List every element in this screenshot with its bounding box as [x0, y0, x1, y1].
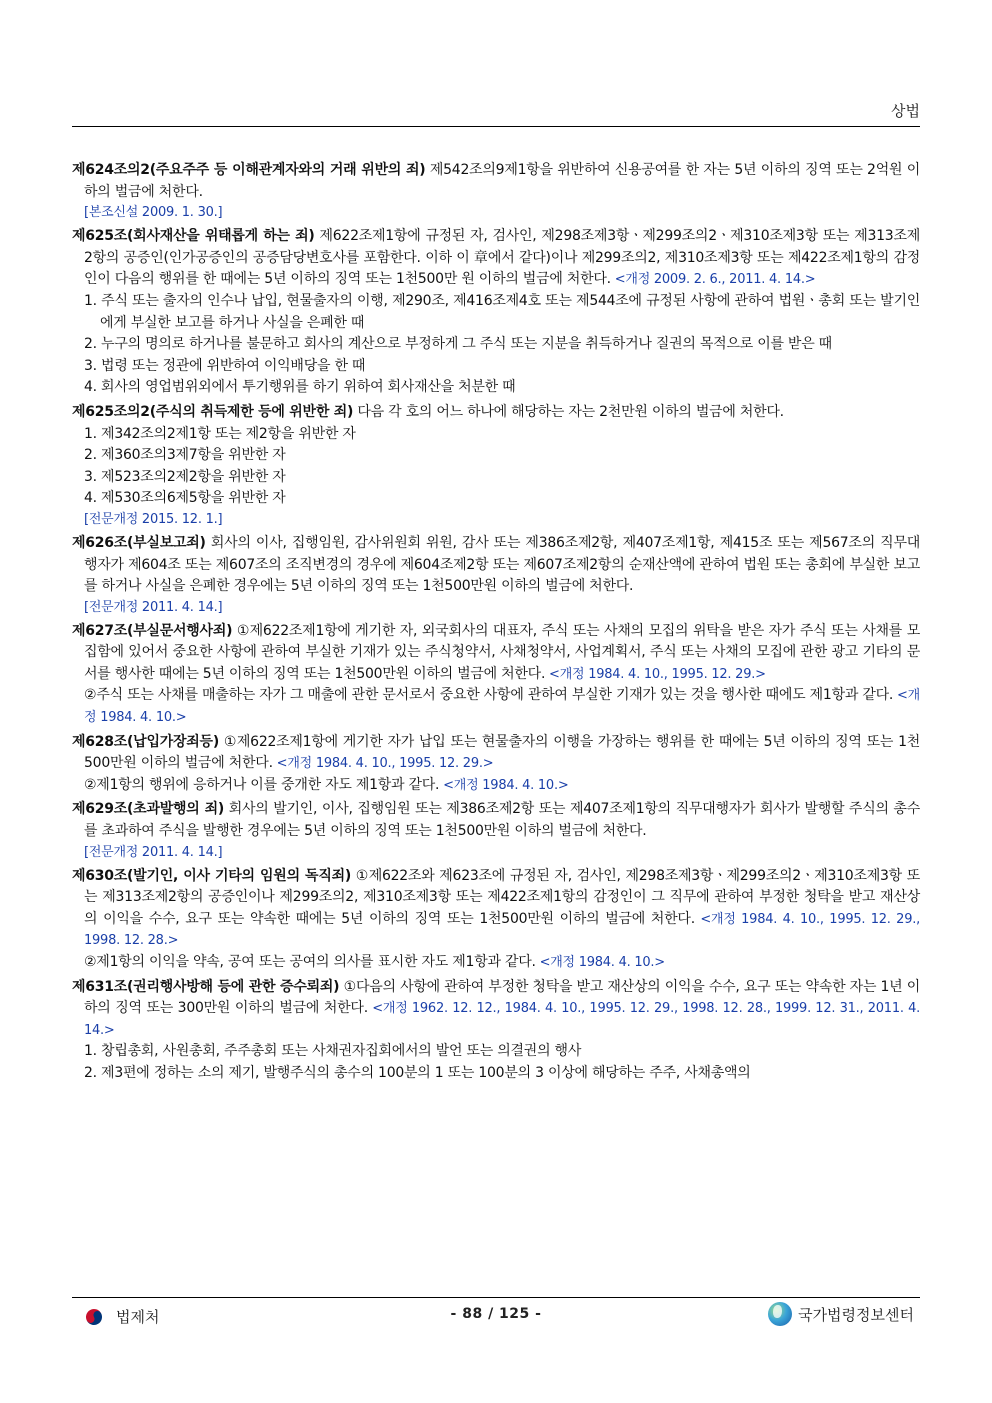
paragraph-text: ②제1항의 행위에 응하거나 이를 중개한 자도 제1항과 같다.: [84, 776, 440, 793]
article-title: 제625조(회사재산을 위태롭게 하는 죄): [72, 228, 315, 245]
article-625: [72, 226, 920, 399]
article-629: [72, 799, 920, 862]
article-main: [72, 799, 920, 842]
article-title: 제630조(발기인, 이사 기타의 임원의 독직죄): [72, 867, 352, 884]
article-630: [72, 866, 920, 974]
amendment-note: <개정 1984. 4. 10.>: [535, 955, 665, 970]
article-paragraph: [72, 952, 920, 974]
globe-logo-icon: [768, 1302, 792, 1326]
article-item: 2. 누구의 명의로 하거나를 불문하고 회사의 계산으로 부정하게 그 주식 또는 지분을 취득하거나 질권의 목적으로 이를 받은 때: [84, 336, 832, 353]
amendment-note: <개정 1984. 4. 10., 1995. 12. 29.>: [545, 666, 766, 682]
footer-center-name: [768, 1302, 914, 1326]
article-title: 제625조의2(주식의 취득제한 등에 위반한 죄): [72, 403, 354, 420]
article-text: ①다음의 사항에 관하여 부정한 청탁을 받고 재산상의 이익을 수수, 요구 또는 약속한 자는 1년 이하의 징역 또는 300만원 이하의 벌금에 처한다.: [84, 978, 921, 1017]
paragraph-text: ②주식 또는 사채를 매출하는 자가 그 매출에 관한 문서로서 중요한 사항에 관하여 부실한 기재가 있는 것을 행사한 때에도 제1항과 같다.: [84, 687, 894, 704]
article-main: [72, 226, 920, 291]
article-item: 1. 제342조의2제1항 또는 제2항을 위반한 자: [84, 425, 356, 442]
article-title: 제624조의2(주요주주 등 이해관계자와의 거래 위반의 죄): [72, 162, 426, 178]
article-item: 3. 법령 또는 정관에 위반하여 이익배당을 한 때: [84, 357, 366, 374]
article-624-2: [72, 160, 920, 223]
article-text: 회사의 발기인, 이사, 집행임원 또는 제386조제2항 또는 제407조제1항의 직무대행자가 회사가 발행할 주식의 총수를 초과하여 주식을 발행한 경우에는 5년 이하의 징역 또는 1천500만원 이하의 벌금에 처한다.: [84, 801, 920, 840]
article-item: 2. 제3편에 정하는 소의 제기, 발행주식의 총수의 100분의 1 또는 100분의 3 이상에 해당하는 주주, 사채총액의: [84, 1064, 751, 1081]
amendment-note: <개정 1962. 12. 12., 1984. 4. 10., 1995. 12. 29., 1998. 12. 28., 1999. 12. 31., 2011. 4. 14.>: [84, 1001, 920, 1038]
article-text: ①제622조와 제623조에 규정된 자, 검사인, 제298조제3항ㆍ제299조의2ㆍ제310조제3항 또는 제313조제2항의 공증인이나 제299조의2, 제310조제3항 또는 제422조제1항의 감정인이 그 직무에 관하여 부정한 청탁을 받고 재산상의 이익을 수수, 요구 또는 약속한 때에는 5년 이하의 징역 또는 1천500만원 이하의 벌금에 처한다.: [84, 867, 920, 927]
amendment-note: <개정 1984. 4. 10.>: [439, 777, 569, 793]
article-item: 1. 주식 또는 출자의 인수나 납입, 현물출자의 이행, 제290조, 제416조제4호 또는 제544조에 규정된 사항에 관하여 법원ㆍ총회 또는 발기인에게 부실한 보고를 하거나 사실을 은폐한 때: [84, 292, 920, 331]
article-title: 제628조(납입가장죄등): [72, 733, 219, 750]
article-title: 제627조(부실문서행사죄): [72, 622, 233, 639]
article-title: 제629조(초과발행의 죄): [72, 801, 225, 818]
article-text: 제542조의9제1항을 위반하여 신용공여를 한 자는 5년 이하의 징역 또는 2억원 이하의 벌금에 처한다.: [84, 162, 920, 200]
article-item: 4. 회사의 영업범위외에서 투기행위를 하기 위하여 회사재산을 처분한 때: [84, 379, 516, 396]
article-note: [본조신설 2009. 1. 30.]: [84, 205, 223, 221]
article-text: ①제622조제1항에 게기한 자가 납입 또는 현물출자의 이행을 가장하는 행위를 한 때에는 5년 이하의 징역 또는 1천500만원 이하의 벌금에 처한다.: [84, 733, 920, 772]
article-631: [72, 977, 920, 1085]
article-paragraph: [72, 775, 920, 797]
paragraph-text: ②제1항의 이익을 약속, 공여 또는 공여의 의사를 표시한 자도 제1항과 같다.: [84, 954, 536, 970]
page-number: - 88 / 125 -: [450, 1306, 542, 1322]
amendment-note: <개정 1984. 4. 10., 1995. 12. 29., 1998. 12. 28.>: [84, 911, 920, 949]
article-title: 제631조(권리행사방해 등에 관한 증수뢰죄): [72, 978, 340, 995]
article-main: [72, 533, 920, 598]
article-item: 4. 제530조의6제5항을 위반한 자: [84, 490, 286, 507]
article-628: [72, 732, 920, 797]
article-item: 2. 제360조의3제7항을 위반한 자: [84, 447, 286, 464]
article-text: 다음 각 호의 어느 하나에 해당하는 자는 2천만원 이하의 벌금에 처한다.: [353, 403, 784, 420]
article-main: [72, 402, 920, 424]
article-title: 제626조(부실보고죄): [72, 534, 206, 551]
article-note: [전문개정 2015. 12. 1.]: [84, 511, 223, 527]
info-center-label: 국가법령정보센터: [798, 1305, 914, 1324]
article-item: 1. 창립총회, 사원총회, 주주총회 또는 사채권자집회에서의 발언 또는 의결권의 행사: [84, 1043, 582, 1060]
law-name-header: 상법: [891, 102, 920, 120]
amendment-note: <개정 2009. 2. 6., 2011. 4. 14.>: [610, 272, 816, 288]
article-626: [72, 533, 920, 618]
document-body: [72, 160, 920, 1088]
article-627: [72, 621, 920, 729]
ministry-label: 법제처: [116, 1308, 160, 1326]
article-item: 3. 제523조의2제2항을 위반한 자: [84, 468, 286, 485]
article-text: 제622조제1항에 규정된 자, 검사인, 제298조제3항ㆍ제299조의2ㆍ제310조제3항 또는 제313조제2항의 공증인(인가공증인의 공증담당변호사를 포함한다. 이하 이 章에서 같다)이나 제299조의2, 제310조제3항 또는 제422조제1항의 감정인이 다음의 행위를 한 때에는 5년 이하의 징역 또는 1천500만 원 이하의 벌금에 처한다.: [84, 228, 920, 288]
article-625-2: [72, 402, 920, 530]
article-main: [72, 732, 920, 775]
article-note: [전문개정 2011. 4. 14.]: [84, 599, 223, 615]
article-note: [전문개정 2011. 4. 14.]: [84, 844, 223, 860]
article-text: 회사의 이사, 집행임원, 감사위원회 위원, 감사 또는 제386조제2항, 제407조제1항, 제415조 또는 제567조의 직무대행자가 제604조 또는 제607조의 조직변경의 경우에 제604조제2항 또는 제607조제2항의 순재산액에 관하여 법원 또는 총회에 부실한 보고를 하거나 사실을 은폐한 경우에는 5년 이하의 징역 또는 1천500만원 이하의 벌금에 처한다.: [84, 534, 920, 595]
article-main: [72, 160, 920, 203]
amendment-note: <개정 1984. 4. 10.>: [84, 688, 920, 726]
article-main: [72, 977, 920, 1042]
article-paragraph: [72, 685, 920, 728]
header-rule: [72, 126, 920, 127]
article-text: ①제622조제1항에 게기한 자, 외국회사의 대표자, 주식 또는 사채의 모집의 위탁을 받은 자가 주식 또는 사채를 모집함에 있어서 중요한 사항에 관하여 부실한 기재가 있는 주식청약서, 사채청약서, 사업계획서, 주식 또는 사채의 모집에 관한 광고 기타의 문서를 행사한 때에는 5년 이하의 징역 또는 1천500만원 이하의 벌금에 처한다.: [84, 622, 920, 682]
article-main: [72, 866, 920, 952]
article-main: [72, 621, 920, 686]
footer-rule: [72, 1297, 920, 1298]
amendment-note: <개정 1984. 4. 10., 1995. 12. 29.>: [272, 756, 494, 772]
